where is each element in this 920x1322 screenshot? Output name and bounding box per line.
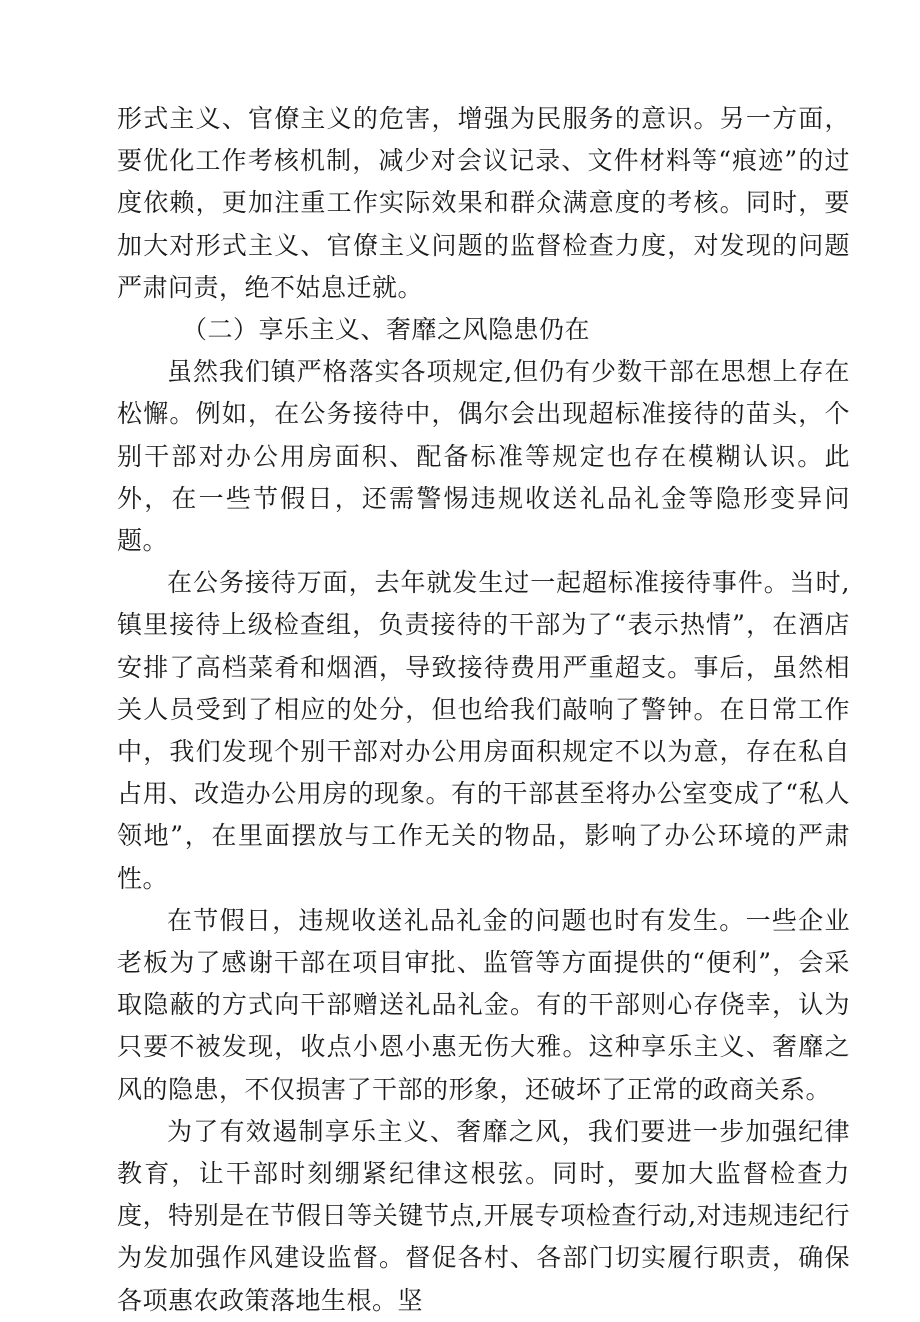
paragraph: 在公务接待万面，去年就发生过一起超标准接待事件。当时,镇里接待上级检查组，负责接待的干部为了“表示热情”，在酒店安排了高档菜肴和烟酒，导致接待费用严重超支。事后，虽然相关人员受到了相应的处分，但也给我们敲响了警钟。在日常工作中，我们发现个别干部对办公用房面积规定不以为意，存在私自占用、改造办公用房的现象。有的干部甚至将办公室变成了“私人领地”，在里面摆放与工作无关的物品，影响了办公环境的严肃性。 xyxy=(117,568,850,893)
paragraph: 虽然我们镇严格落实各项规定,但仍有少数干部在思想上存在松懈。例如，在公务接待中，偶尔会出现超标准接待的苗头，个别干部对办公用房面积、配备标准等规定也存在模糊认识。此外，在一些节假日，还需警惕违规收送礼品礼金等隐形变异问题。 xyxy=(117,357,850,556)
paragraph: 在节假日，违规收送礼品礼金的问题也时有发生。一些企业老板为了感谢干部在项目审批、监管等方面提供的“便利”，会采取隐蔽的方式向干部赠送礼品礼金。有的干部则心存侥幸，认为只要不被发现，收点小恩小惠无伤大雅。这种享乐主义、奢靡之风的隐患，不仅损害了干部的形象，还破坏了正常的政商关系。 xyxy=(117,905,850,1104)
paragraph-continuation: 形式主义、官僚主义的危害，增强为民服务的意识。另一方面，要优化工作考核机制，减少对会议记录、文件材料等“痕迹”的过度依赖，更加注重工作实际效果和群众满意度的考核。同时，要加大对形式主义、官僚主义问题的监督检查力度，对发现的问题严肃问责，绝不姑息迁就。 xyxy=(117,104,850,302)
section-heading: （二）享乐主义、奢靡之风隐患仍在 xyxy=(182,315,591,345)
paragraph: 为了有效遏制享乐主义、奢靡之风，我们要进一步加强纪律教育，让干部时刻绷紧纪律这根弦。同时，要加大监督检查力度，特别是在节假日等关键节点,开展专项检查行动,对违规违纪行为发加强作风建设监督。督促各村、各部门切实履行职责，确保各项惠农政策落地生根。坚 xyxy=(117,1116,850,1315)
document-body xyxy=(117,98,850,1322)
